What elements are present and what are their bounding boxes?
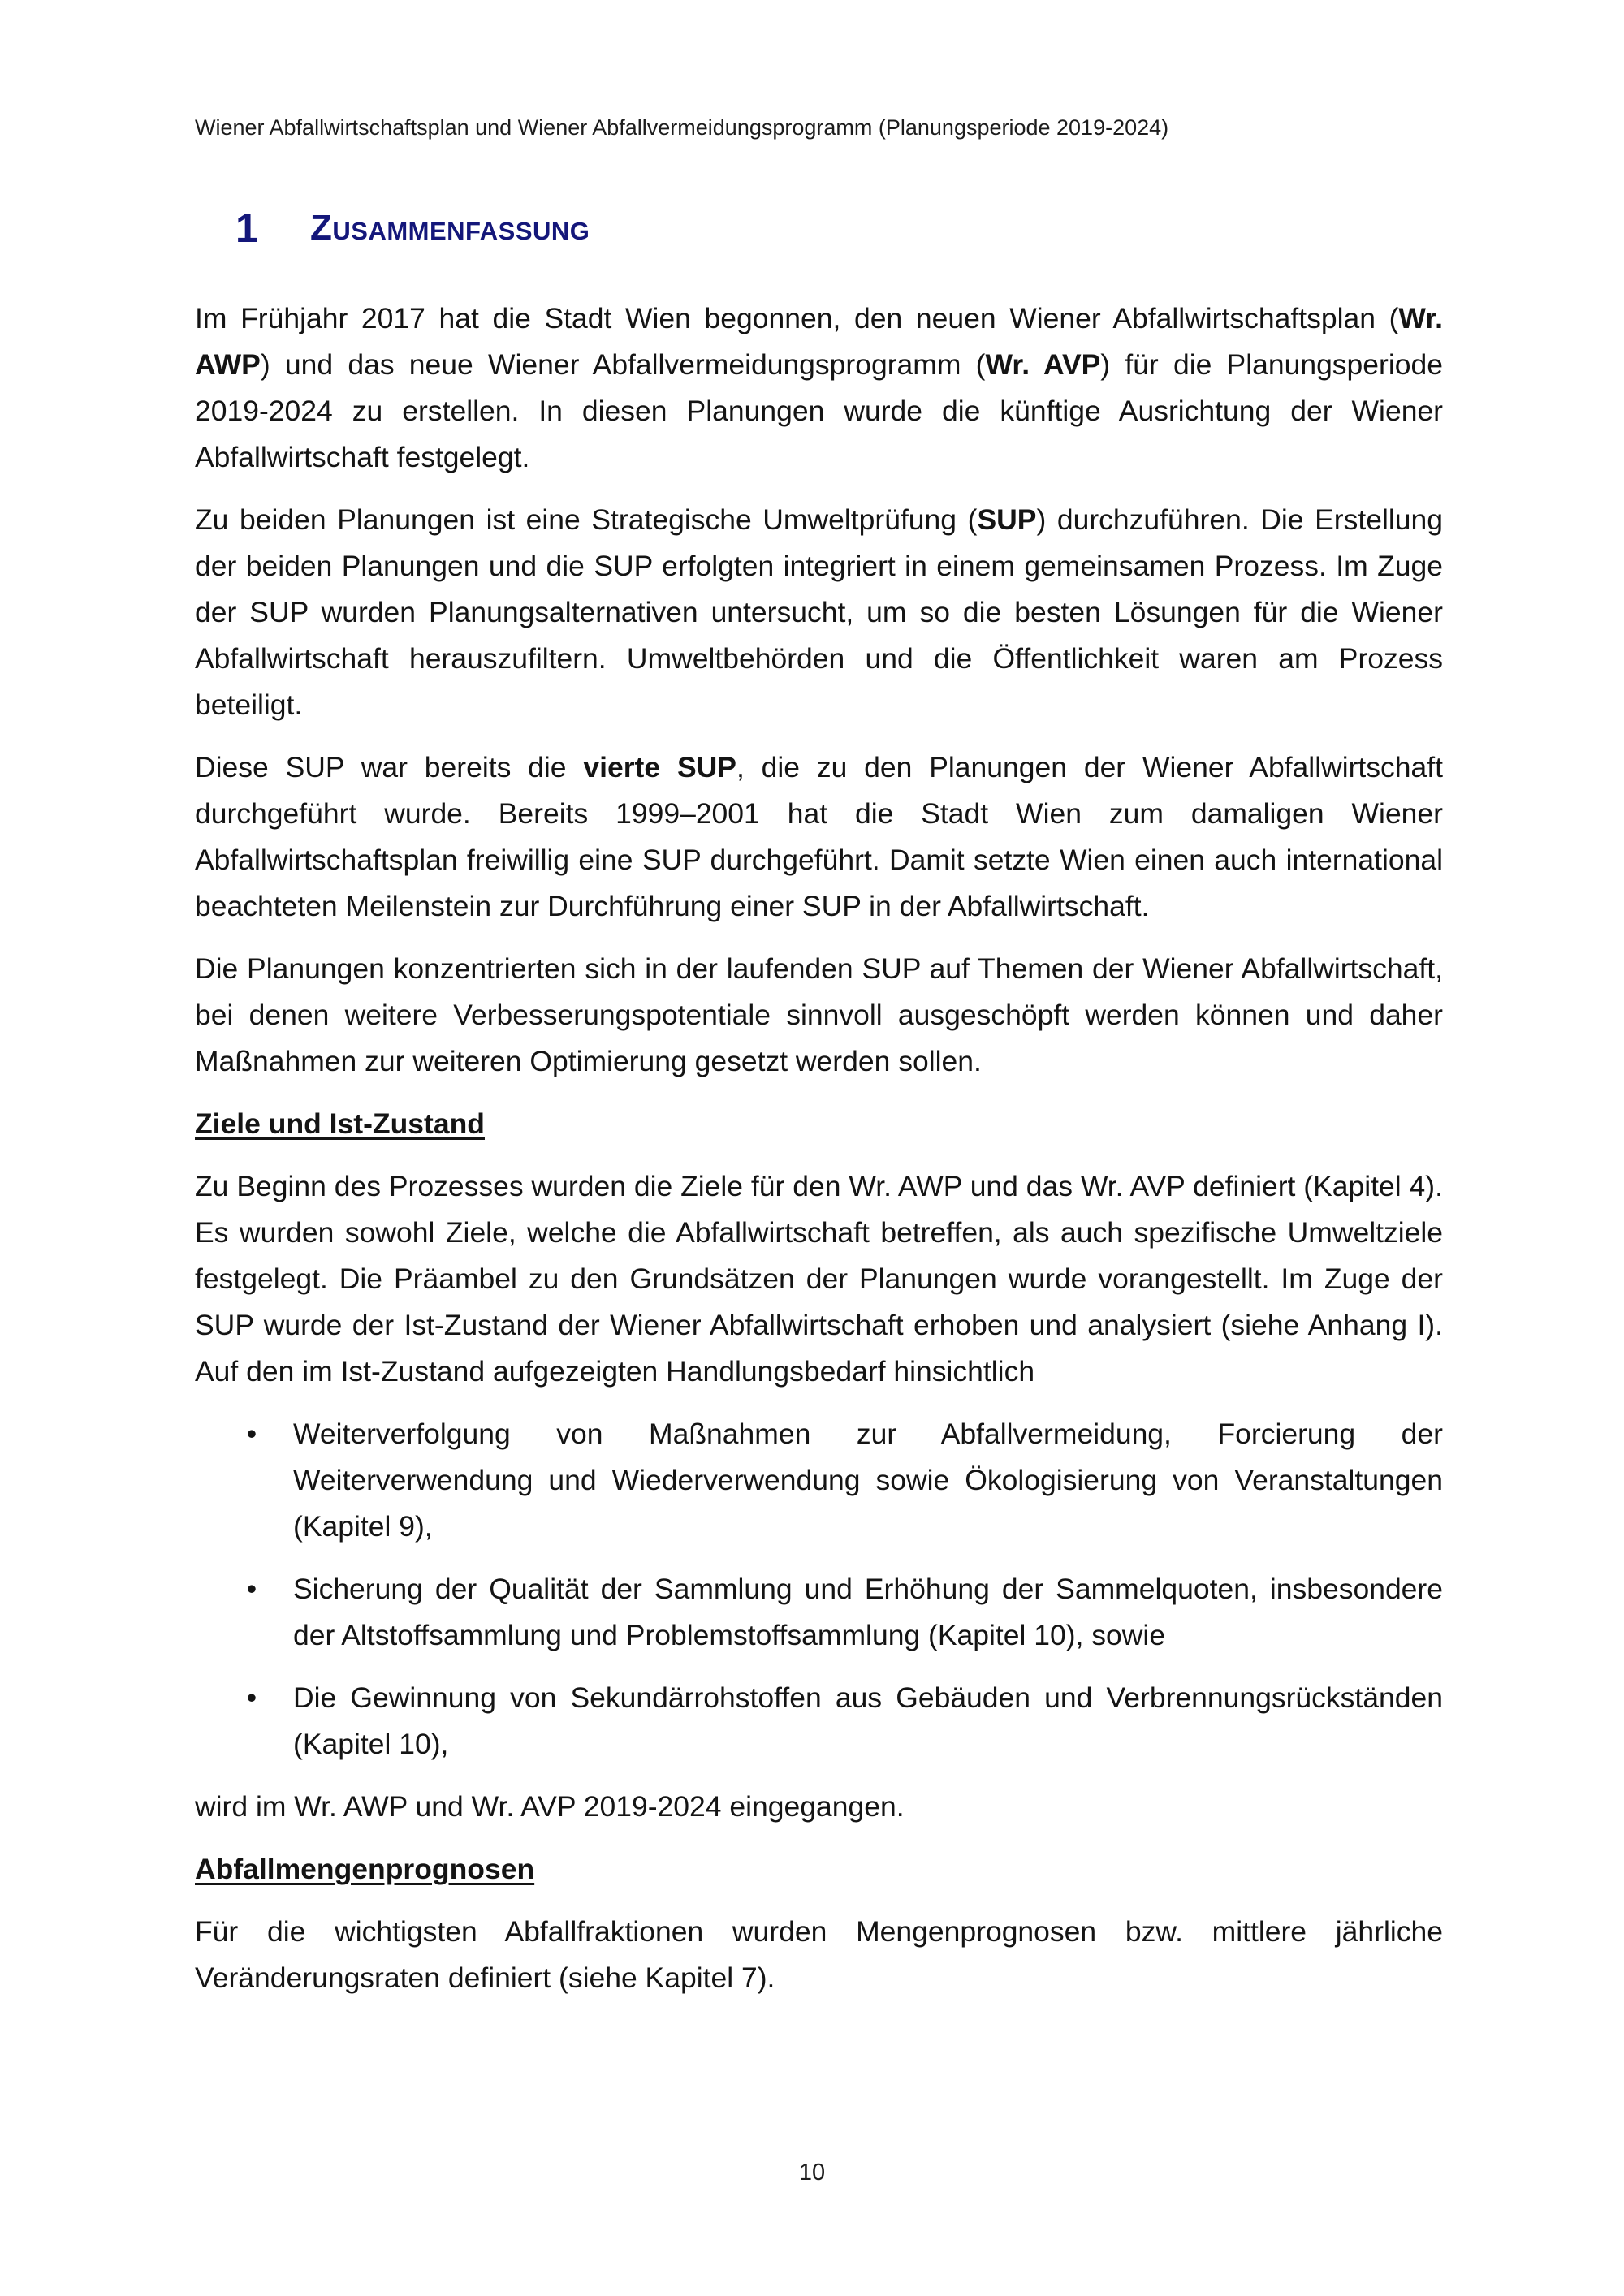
- running-header: Wiener Abfallwirtschaftsplan und Wiener Abfallvermeidungsprogramm (Planungsperiode 2019-2024): [195, 115, 1169, 140]
- paragraph-sup: Zu beiden Planungen ist eine Strategische Umweltprüfung (SUP) durchzuführen. Die Erstellung der beiden Planungen und die SUP erfolgten integriert in einem gemeinsamen Prozess. Im Zuge der SUP wurden Planungsalternativen untersucht, um so die besten Lösungen für die Wiener Abfallwirtschaft herauszufiltern. Umweltbehörden und die Öffentlichkeit waren am Prozess beteiligt.: [195, 503, 1443, 721]
- bullet-marker: •: [246, 1418, 257, 1450]
- bold-term: Wr. AWP: [195, 302, 1443, 381]
- bullet-marker: •: [246, 1681, 257, 1714]
- bold-term: vierte SUP: [583, 751, 736, 783]
- list-item: • Die Gewinnung von Sekundärrohstoffen aus Gebäuden und Verbrennungsrückständen (Kapitel 10),: [195, 1675, 1443, 1767]
- paragraph-ziele: Zu Beginn des Prozesses wurden die Ziele für den Wr. AWP und das Wr. AVP definiert (Kapitel 4). Es wurden sowohl Ziele, welche die Abfallwirtschaft betreffen, als auch spezifische Umweltziele festgelegt. Die Präambel zu den Grundsätzen der Planungen wurde vorangestellt. Im Zuge der SUP wurde der Ist-Zustand der Wiener Abfallwirtschaft erhoben und analysiert (siehe Anhang I). Auf den im Ist-Zustand aufgezeigten Handlungsbedarf hinsichtlich: [195, 1170, 1443, 1388]
- paragraph-intro: Im Frühjahr 2017 hat die Stadt Wien begonnen, den neuen Wiener Abfallwirtschaftsplan (Wr. AWP) und das neue Wiener Abfallvermeidungsprogramm (Wr. AVP) für die Planungsperiode 2019-2024 zu erstellen. In diesen Planungen wurde die künftige Ausrichtung der Wiener Abfallwirtschaft festgelegt.: [195, 302, 1443, 473]
- paragraph-conclusion: wird im Wr. AWP und Wr. AVP 2019-2024 eingegangen.: [195, 1790, 905, 1823]
- chapter-heading: [235, 201, 1413, 255]
- paragraph-focus: Die Planungen konzentrierten sich in der laufenden SUP auf Themen der Wiener Abfallwirtschaft, bei denen weitere Verbesserungspotentiale sinnvoll ausgeschöpft werden können und daher Maßnahmen zur weiteren Optimierung gesetzt werden sollen.: [195, 952, 1443, 1077]
- list-item: • Sicherung der Qualität der Sammlung und Erhöhung der Sammelquoten, insbesondere der Altstoffsammlung und Problemstoffsammlung (Kapitel 10), sowie: [195, 1566, 1443, 1659]
- bullet-marker: •: [246, 1573, 257, 1605]
- paragraph-history: Diese SUP war bereits die vierte SUP, die zu den Planungen der Wiener Abfallwirtschaft durchgeführt wurde. Bereits 1999–2001 hat die Stadt Wien zum damaligen Wiener Abfallwirtschaftsplan freiwillig eine SUP durchgeführt. Damit setzte Wien einen auch international beachteten Meilenstein zur Durchführung einer SUP in der Abfallwirtschaft.: [195, 751, 1443, 922]
- chapter-number: 1: [235, 205, 258, 251]
- list-item: • Weiterverfolgung von Maßnahmen zur Abfallvermeidung, Forcierung der Weiterverwendung und Wiederverwendung sowie Ökologisierung von Veranstaltungen (Kapitel 9),: [195, 1411, 1443, 1550]
- chapter-title: Zusammenfassung: [310, 208, 590, 248]
- bullet-list: [195, 1411, 1443, 1767]
- body-text: [195, 296, 1443, 2018]
- page-number: 10: [798, 2160, 826, 2186]
- section-heading-prognosen: Abfallmengenprognosen: [195, 1853, 535, 1885]
- paragraph-prognosen: Für die wichtigsten Abfallfraktionen wurden Mengenprognosen bzw. mittlere jährliche Veränderungsraten definiert (siehe Kapitel 7).: [195, 1915, 1443, 1994]
- bold-term: SUP: [977, 503, 1037, 536]
- bold-term: Wr. AVP: [985, 348, 1101, 381]
- section-heading-ziele: Ziele und Ist-Zustand: [195, 1107, 485, 1140]
